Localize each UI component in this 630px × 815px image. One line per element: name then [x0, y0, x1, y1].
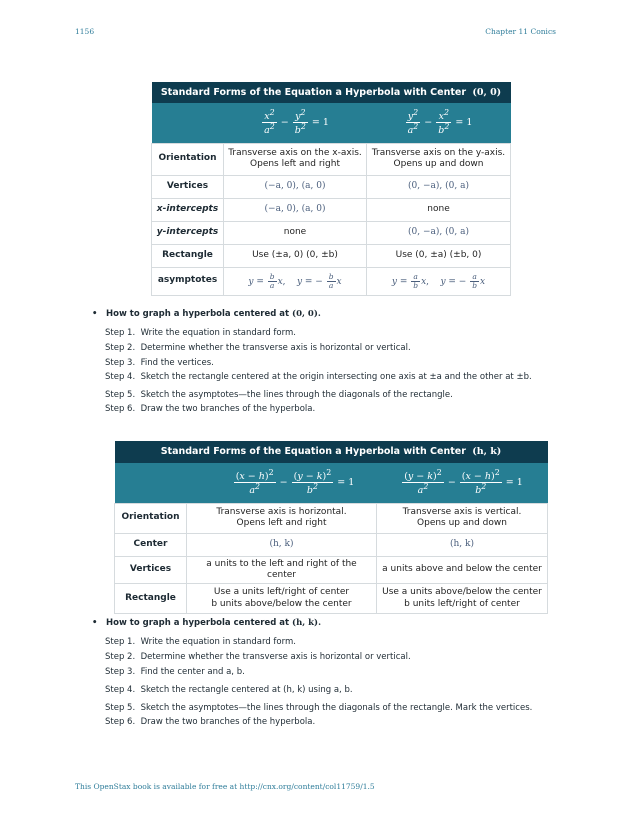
list-item: Step 6. Draw the two branches of the hyperbola.: [105, 404, 316, 414]
asymptote-vertical: y = $\frac{a}{b}$ x, y = − $\frac{a}{b}$ x: [367, 267, 511, 295]
table-title: Standard Forms of the Equation a Hyperbola with Center (h, k): [115, 441, 548, 463]
table-row: asymptotes y = $\frac{b}{a}$ x, y = − $\frac{b}{a}$ x y = $\frac{a}{b}$ x, y = − $\frac{a}{b}$ x: [152, 267, 511, 295]
page-number: 1156: [75, 27, 95, 36]
table-row: Orientation Transverse axis on the x-axis. Opens left and right Transverse axis on the y-axis. Opens up and down: [152, 143, 511, 175]
asymptote-horizontal: y = $\frac{b}{a}$ x, y = − $\frac{b}{a}$ x: [224, 267, 367, 295]
list-item: Step 4. Sketch the rectangle centered at (h, k) using a, b.: [105, 685, 353, 695]
hyperbola-hk-table: [114, 441, 548, 614]
table-row: Rectangle Use (±a, 0) (0, ±b) Use (0, ±a) (±b, 0): [152, 244, 511, 267]
formula-horizontal: $\frac{(x - h)^2}{a^2}$ − $\frac{(y - k)^2}{b^2}$ = 1: [115, 463, 377, 503]
table-row: Vertices (−a, 0), (a, 0) (0, −a), (0, a): [152, 175, 511, 198]
table-row: Orientation Transverse axis is horizontal. Opens left and right Transverse axis is vertical. Opens up and down: [115, 503, 548, 533]
table-title: Standard Forms of the Equation a Hyperbola with Center (0, 0): [152, 82, 511, 103]
list-item: Step 4. Sketch the rectangle centered at the origin intersecting one axis at ±a and the other at ±b.: [105, 372, 532, 382]
formula-vertical: $\frac{y^2}{a^2}$ − $\frac{x^2}{b^2}$ = 1: [367, 103, 511, 143]
hyperbola-origin-table: [151, 82, 511, 296]
footer-link[interactable]: This OpenStax book is available for free at http://cnx.org/content/col11759/1.5: [75, 782, 375, 791]
table-row: y-intercepts none (0, −a), (0, a): [152, 221, 511, 244]
list-item: Step 2. Determine whether the transverse axis is horizontal or vertical.: [105, 343, 411, 353]
howto-hk-heading: • How to graph a hyperbola centered at (h, k).: [92, 618, 322, 628]
table-row: x-intercepts (−a, 0), (a, 0) none: [152, 198, 511, 221]
list-item: Step 2. Determine whether the transverse axis is horizontal or vertical.: [105, 652, 411, 662]
list-item: Step 6. Draw the two branches of the hyperbola.: [105, 717, 316, 727]
list-item: Step 3. Find the vertices.: [105, 358, 214, 368]
formula-horizontal: $\frac{x^2}{a^2}$ − $\frac{y^2}{b^2}$ = 1: [152, 103, 367, 143]
chapter-title: Chapter 11 Conics: [485, 27, 556, 36]
table-row: Rectangle Use a units left/right of center b units above/below the center Use a units above/below the center b units left/right of center: [115, 584, 548, 614]
howto-origin-heading: • How to graph a hyperbola centered at (0, 0).: [92, 309, 321, 319]
list-item: Step 5. Sketch the asymptotes—the lines through the diagonals of the rectangle.: [105, 390, 453, 400]
table-row: Center (h, k) (h, k): [115, 533, 548, 556]
list-item: Step 5. Sketch the asymptotes—the lines through the diagonals of the rectangle. Mark the vertices.: [105, 703, 533, 713]
list-item: Step 1. Write the equation in standard form.: [105, 637, 296, 647]
formula-vertical: $\frac{(y - k)^2}{a^2}$ − $\frac{(x - h)^2}{b^2}$ = 1: [377, 463, 548, 503]
table-row: Vertices a units to the left and right of the center a units above and below the center: [115, 556, 548, 584]
list-item: Step 3. Find the center and a, b.: [105, 667, 245, 677]
list-item: Step 1. Write the equation in standard form.: [105, 328, 296, 338]
